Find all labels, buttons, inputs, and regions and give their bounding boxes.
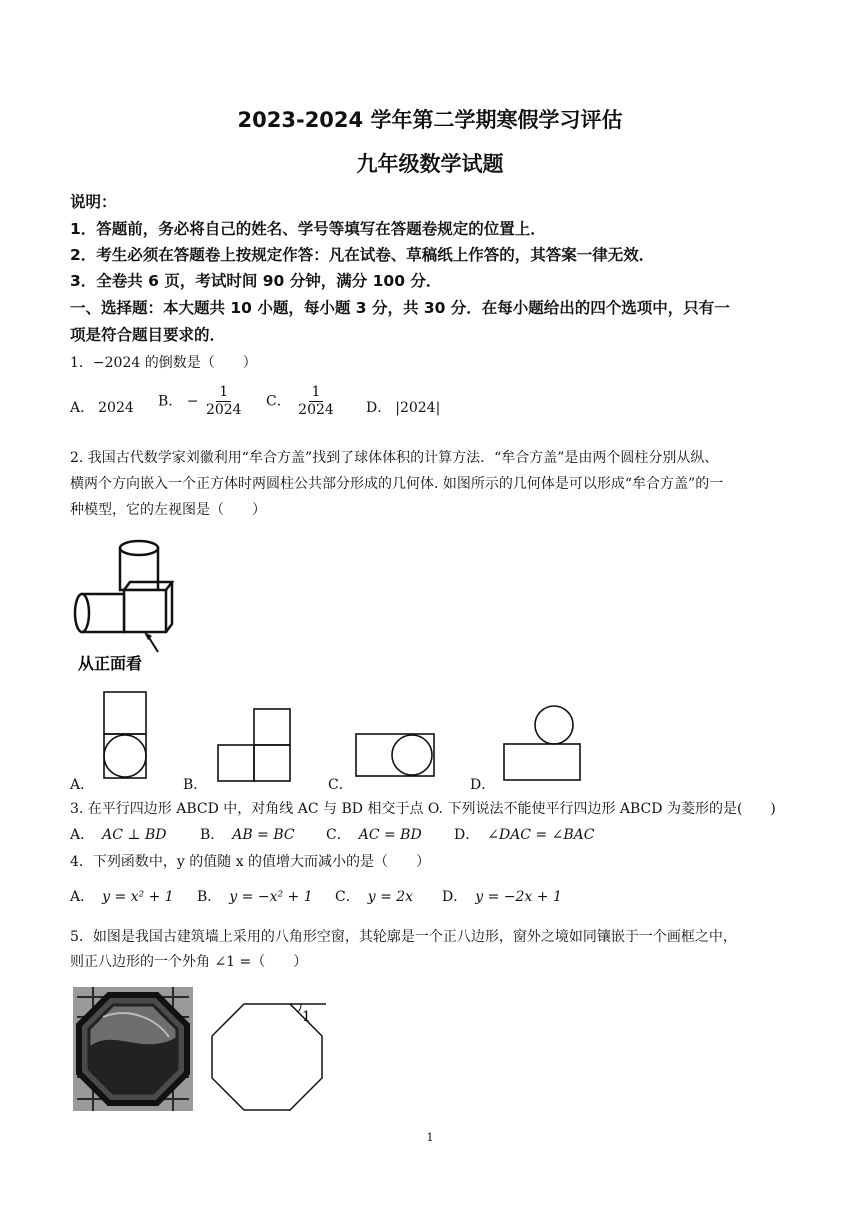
section-heading-line1: 一、选择题：本大题共 10 小题，每小题 3 分，共 30 分．在每小题给出的四个选项中，只有一 bbox=[70, 299, 730, 317]
q4-b-label: B． bbox=[197, 889, 222, 905]
q1-option-a[interactable] bbox=[70, 397, 134, 417]
note-item-3: 3．全卷共 6 页，考试时间 90 分钟，满分 100 分． bbox=[70, 272, 442, 290]
page-number: 1 bbox=[426, 1131, 434, 1144]
q2-stem-line3: 种模型，它的左视图是（ ） bbox=[70, 502, 266, 518]
q1-b-label: B． bbox=[158, 393, 183, 410]
q1-option-c[interactable] bbox=[266, 384, 337, 419]
q4-a-value: y = x² + 1 bbox=[102, 889, 174, 905]
q2-figure-caption: 从正面看 bbox=[78, 654, 143, 673]
q2-option-c-figure bbox=[352, 730, 438, 780]
q1-stem: 1．−2024 的倒数是（ ） bbox=[70, 355, 257, 371]
q3-a-label: A． bbox=[70, 827, 95, 843]
q1-option-d[interactable] bbox=[366, 397, 440, 417]
q1-a-value: 2024 bbox=[98, 400, 134, 416]
q1-b-numerator: 1 bbox=[216, 384, 231, 402]
q4-d-value: y = −2x + 1 bbox=[475, 889, 562, 905]
q2-stem-line1: 2. 我国古代数学家刘徽利用“牟合方盖”找到了球体体积的计算方法．“牟合方盖”是由两个圆柱分别从纵、 bbox=[70, 450, 719, 466]
q2-option-d-figure bbox=[500, 703, 584, 783]
q3-option-c[interactable] bbox=[326, 824, 422, 844]
q1-option-b[interactable] bbox=[158, 384, 245, 419]
section-heading-line2: 项是符合题目要求的． bbox=[70, 326, 226, 344]
q2-option-b-figure bbox=[214, 707, 296, 783]
q1-b-fraction bbox=[203, 384, 245, 419]
q1-c-numerator: 1 bbox=[309, 384, 324, 402]
q4-option-a[interactable] bbox=[70, 886, 174, 906]
q4-c-label: C． bbox=[335, 889, 360, 905]
q1-d-value: |2024| bbox=[395, 400, 441, 416]
q4-c-value: y = 2x bbox=[367, 889, 414, 905]
notes-heading: 说明： bbox=[70, 193, 117, 211]
q4-b-value: y = −x² + 1 bbox=[229, 889, 313, 905]
q3-d-label: D． bbox=[454, 827, 480, 843]
q3-c-value: AC = BD bbox=[358, 827, 422, 843]
exam-subtitle: 九年级数学试题 bbox=[356, 152, 504, 176]
q3-c-label: C． bbox=[326, 827, 351, 843]
q2-option-d[interactable]: D． bbox=[470, 777, 496, 793]
q4-d-label: D． bbox=[442, 889, 468, 905]
q5-stem-line2: 则正八边形的一个外角 ∠1 =（ ） bbox=[70, 954, 308, 970]
q4-option-d[interactable] bbox=[442, 886, 562, 906]
q3-option-a[interactable] bbox=[70, 824, 167, 844]
q4-a-label: A． bbox=[70, 889, 95, 905]
q3-option-d[interactable] bbox=[454, 824, 594, 844]
angle-1-label: 1 bbox=[302, 1009, 311, 1025]
q4-option-b[interactable] bbox=[197, 886, 313, 906]
q1-c-denominator: 2024 bbox=[298, 401, 334, 418]
q1-b-denominator: 2024 bbox=[205, 401, 242, 418]
note-item-2: 2．考生必须在答题卷上按规定作答：凡在试卷、草稿纸上作答的，其答案一律无效． bbox=[70, 246, 655, 264]
q3-b-value: AB = BC bbox=[232, 827, 295, 843]
q2-solid-figure bbox=[70, 538, 190, 676]
q2-option-b[interactable]: B． bbox=[183, 777, 208, 793]
q1-c-label: C． bbox=[266, 393, 291, 410]
q1-d-label: D． bbox=[366, 400, 392, 416]
q2-option-c[interactable]: C． bbox=[328, 777, 353, 793]
q4-stem: 4．下列函数中，y 的值随 x 的值增大而减小的是（ ） bbox=[70, 854, 431, 870]
q3-b-label: B． bbox=[200, 827, 225, 843]
q2-option-a[interactable]: A． bbox=[70, 777, 95, 793]
q1-c-fraction bbox=[295, 384, 337, 419]
q3-a-value: AC ⊥ BD bbox=[102, 827, 167, 843]
note-item-1: 1．答题前，务必将自己的姓名、学号等填写在答题卷规定的位置上． bbox=[70, 220, 546, 238]
q2-stem-line2: 横两个方向嵌入一个正方体时两圆柱公共部分形成的几何体. 如图所示的几何体是可以形成“牟合方盖”的一 bbox=[70, 476, 724, 492]
q5-stem-line1: 5．如图是我国古建筑墙上采用的八角形空窗，其轮廓是一个正八边形，窗外之境如同镶嵌于一个画框之中， bbox=[70, 929, 737, 945]
exam-title: 2023-2024 学年第二学期寒假学习评估 bbox=[237, 108, 623, 132]
octagon-diagram bbox=[210, 998, 332, 1116]
q2-option-a-figure bbox=[100, 690, 150, 782]
q4-option-c[interactable] bbox=[335, 886, 413, 906]
q3-option-b[interactable] bbox=[200, 824, 295, 844]
q3-stem: 3. 在平行四边形 ABCD 中，对角线 AC 与 BD 相交于点 O. 下列说法不能使平行四边形 ABCD 为菱形的是( ) bbox=[70, 801, 776, 817]
q3-d-value: ∠DAC = ∠BAC bbox=[487, 827, 595, 843]
octagon-window-photo bbox=[73, 987, 193, 1111]
q1-b-sign: − bbox=[186, 393, 199, 410]
q1-a-label: A． bbox=[70, 400, 95, 416]
